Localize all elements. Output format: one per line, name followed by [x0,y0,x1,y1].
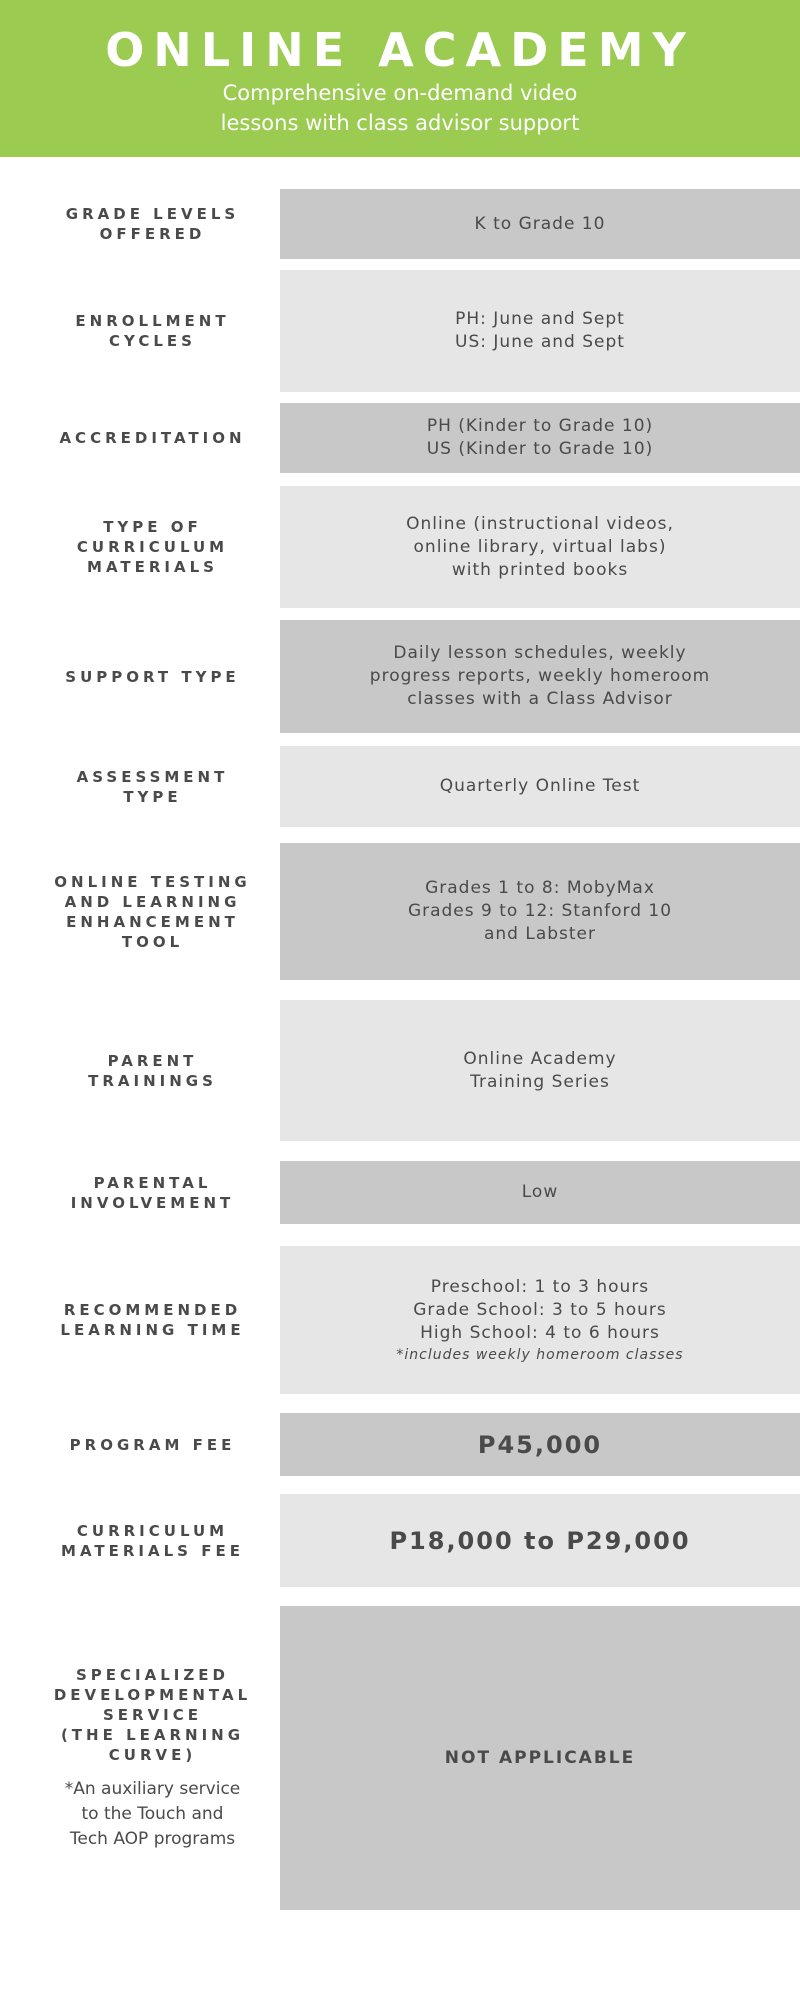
page-title: ONLINE ACADEMY [105,23,695,77]
value-cell [280,270,800,392]
value-cell [280,1606,800,1910]
value-cell [280,486,800,608]
row-label [40,486,265,608]
value-cell [280,1161,800,1224]
row-specialized-service [0,1606,800,1910]
row-label [40,1494,265,1587]
row-label [40,746,265,827]
value-specialized-service: NOT APPLICABLE [444,1748,636,1768]
row-enrollment-cycles [0,270,800,392]
row-parental-involvement [0,1161,800,1224]
value-grade-levels: K to Grade 10 [474,213,606,234]
row-label [40,189,265,259]
value-cell [280,1413,800,1476]
label-support-type: SUPPORT TYPE [65,667,240,686]
row-label [40,1606,265,1910]
learning-time-note: *includes weekly homeroom classes [396,1346,684,1363]
value-cell [280,1494,800,1587]
value-parental-involvement: Low [521,1182,559,1202]
row-support-type [0,620,800,733]
value-enrollment-cycles: PH: June and Sept US: June and Sept [455,309,625,352]
value-cell [280,403,800,473]
label-assessment-type: ASSESSMENT TYPE [76,767,229,806]
label-grade-levels: GRADE LEVELS OFFERED [65,205,240,243]
row-label [40,403,265,473]
row-label [40,620,265,733]
row-curriculum-materials [0,486,800,608]
label-parent-trainings: PARENT TRAININGS [88,1051,217,1090]
row-testing-tool [0,843,800,980]
specialized-service-note: *An auxiliary service to the Touch and Tech AOP programs [64,1778,241,1849]
value-cell [280,620,800,733]
label-learning-time: RECOMMENDED LEARNING TIME [60,1301,245,1339]
row-label [40,843,265,980]
value-cell [280,843,800,980]
label-parental-involvement: PARENTAL INVOLVEMENT [70,1173,235,1212]
value-curriculum-materials: Online (instructional videos, online library, virtual labs) with printed books [406,513,674,580]
value-materials-fee: P18,000 to P29,000 [389,1526,691,1555]
value-support-type: Daily lesson schedules, weekly progress reports, weekly homeroom classes with a Class Advisor [369,643,711,709]
value-testing-tool: Grades 1 to 8: MobyMax Grades 9 to 12: Stanford 10 and Labster [407,878,673,944]
page-subtitle: Comprehensive on-demand video lessons with class advisor support [220,81,580,135]
label-program-fee: PROGRAM FEE [69,1435,236,1454]
value-cell [280,1246,800,1394]
row-label [40,1246,265,1394]
row-label [40,1000,265,1141]
row-materials-fee [0,1494,800,1587]
row-program-fee [0,1413,800,1476]
row-assessment-type [0,746,800,827]
row-label [40,270,265,392]
value-assessment-type: Quarterly Online Test [439,776,641,796]
value-program-fee: P45,000 [477,1430,603,1459]
row-learning-time [0,1246,800,1394]
value-cell [280,746,800,827]
label-accreditation: ACCREDITATION [59,429,246,447]
value-cell [280,189,800,259]
row-parent-trainings [0,1000,800,1141]
row-accreditation [0,403,800,473]
value-learning-time: Preschool: 1 to 3 hours Grade School: 3 to 5 hours High School: 4 to 6 hours [413,1276,667,1343]
value-accreditation: PH (Kinder to Grade 10) US (Kinder to Grade 10) [426,416,654,459]
row-label [40,1161,265,1224]
label-materials-fee: CURRICULUM MATERIALS FEE [61,1521,244,1560]
row-label [40,1413,265,1476]
label-specialized-service: SPECIALIZED DEVELOPMENTAL SERVICE (THE LEARNING CURVE) [53,1665,252,1764]
value-cell [280,1000,800,1141]
value-parent-trainings: Online Academy Training Series [463,1048,617,1092]
page-header [0,0,800,157]
label-curriculum-materials: TYPE OF CURRICULUM MATERIALS [76,518,229,576]
label-testing-tool: ONLINE TESTING AND LEARNING ENHANCEMENT TOOL [54,872,251,951]
row-grade-levels [0,189,800,259]
label-enrollment-cycles: ENROLLMENT CYCLES [75,312,230,350]
